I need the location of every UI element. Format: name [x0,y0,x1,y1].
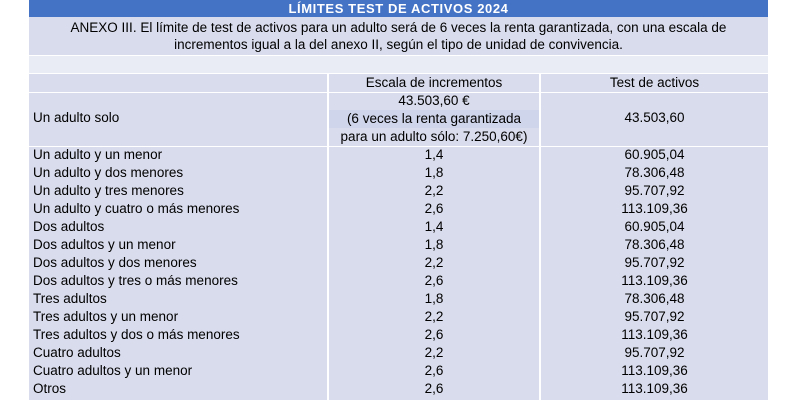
row-test: 113.109,36 [621,273,688,288]
row-label: Dos adultos y dos menores [33,255,197,270]
row-escala: 2,6 [424,363,444,378]
row-label: Dos adultos y un menor [33,237,176,252]
row-label: Otros [33,381,67,396]
solo-escala-note-2: para un adulto sólo: 7.250,60€) [340,129,528,144]
row-label: Tres adultos [33,291,107,306]
table-row [29,344,768,362]
solo-test-value: 43.503,60 [624,110,685,125]
solo-escala-note-1: (6 veces la renta garantizada [329,110,539,128]
row-test: 60.905,04 [624,219,685,234]
row-escala: 1,8 [424,291,444,306]
row-label: Un adulto y dos menores [33,165,184,180]
annex-line-1: ANEXO III. El límite de test de activos para un adulto será de 6 veces la renta garantizada, con una escala de [70,20,727,35]
row-test: 95.707,92 [624,309,685,324]
row-test: 113.109,36 [621,201,688,216]
row-test: 95.707,92 [624,345,685,360]
row-label: Tres adultos y dos o más menores [33,327,240,342]
row-test: 78.306,48 [624,291,685,306]
row-escala: 1,8 [424,165,444,180]
table-row [29,182,768,200]
row-test: 95.707,92 [624,255,685,270]
solo-escala-amount: 43.503,60 € [398,93,470,108]
row-label: Tres adultos y un menor [33,309,179,324]
table-row [29,200,768,218]
annex-line-2: incrementos igual a la del anexo II, según el tipo de unidad de convivencia. [174,37,623,52]
table-row [29,326,768,344]
row-label: Dos adultos [33,219,105,234]
row-escala: 2,2 [424,309,444,324]
row-test: 78.306,48 [624,237,685,252]
row-label: Un adulto y un menor [33,147,163,162]
spacer-row [29,56,768,73]
row-label: Un adulto y cuatro o más menores [33,201,240,216]
row-test: 95.707,92 [624,183,685,198]
table-row [29,218,768,236]
row-escala: 2,2 [424,255,444,270]
row-label: Un adulto y tres menores [33,183,184,198]
solo-label: Un adulto solo [33,110,120,125]
table-row [29,362,768,380]
row-escala: 2,2 [424,183,444,198]
table-row [29,380,768,398]
row-escala: 1,4 [424,219,444,234]
row-escala: 1,8 [424,237,444,252]
slide-frame [29,0,768,400]
row-label: Dos adultos y tres o más menores [33,273,238,288]
divider [29,55,768,56]
row-test: 113.109,36 [621,327,688,342]
row-label: Cuatro adultos y un menor [33,363,193,378]
table-row [29,290,768,308]
header-escala: Escala de incrementos [365,75,503,90]
row-escala: 2,6 [424,381,444,396]
row-escala: 2,2 [424,345,444,360]
table-row [29,272,768,290]
table-row [29,146,768,164]
row-escala: 1,4 [424,147,444,162]
table-row [29,164,768,182]
row-label: Cuatro adultos [33,345,121,360]
header-test: Test de activos [609,75,700,90]
annex-text [29,19,768,53]
table-row [29,236,768,254]
row-test: 78.306,48 [624,165,685,180]
row-test: 60.905,04 [624,147,685,162]
row-escala: 2,6 [424,327,444,342]
table-row [29,308,768,326]
row-escala: 2,6 [424,273,444,288]
row-test: 113.109,36 [621,363,688,378]
row-escala: 2,6 [424,201,444,216]
table-row [29,254,768,272]
solo-escala-cell [329,92,539,146]
slide-title: LÍMITES TEST DE ACTIVOS 2024 [29,0,768,17]
row-test: 113.109,36 [621,381,688,396]
